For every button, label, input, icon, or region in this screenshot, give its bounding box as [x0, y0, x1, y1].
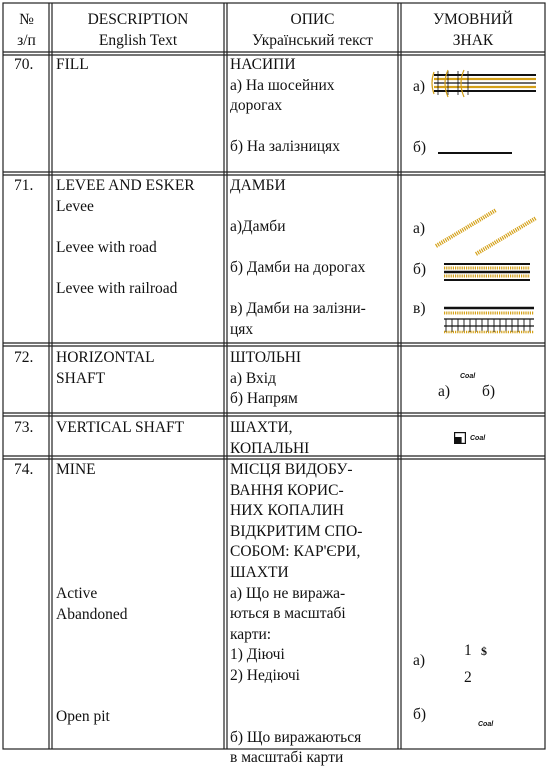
row-70-num: 70.: [14, 56, 34, 73]
row-74-ua-line: ВІДКРИТИМ СПО-: [230, 522, 363, 540]
row-74-ua-line: в масштабі карти: [230, 749, 344, 767]
row-70-ua: [230, 55, 340, 158]
row-74-dollar-symbol: $: [481, 644, 487, 658]
row-74-ua-line: а) Що не виража-: [230, 584, 346, 602]
row-72-sign-b-label: б): [482, 383, 496, 400]
header-opys: [228, 10, 397, 51]
row-72-coal-label: Coal: [460, 373, 476, 380]
row-73-coal-label: Coal: [470, 435, 486, 442]
row-74-ua-line: карти:: [230, 625, 272, 643]
row-74-sign-a-label: а): [413, 652, 426, 669]
row-70-ua-line: а) На шосейних: [230, 76, 335, 94]
row-72-ua-line: ШТОЛЬНІ: [230, 349, 302, 366]
row-71-ua-line: а)Дамби: [230, 218, 286, 235]
row-72-en: [56, 348, 155, 389]
header-description: [53, 10, 223, 51]
row-74-ua-line: ються в масштабі: [230, 605, 346, 623]
row-72-ua-line: б) Напрям: [230, 390, 298, 407]
row-73-num: 73.: [14, 419, 34, 436]
row-74-ua-line: б) Що виражаються: [230, 728, 362, 746]
row-74-ua-line: 1) Діючі: [230, 646, 285, 664]
levee-road-icon: [444, 264, 530, 280]
row-74-sign-b-label: б): [413, 706, 427, 723]
row-74-sign-2: 2: [464, 669, 472, 686]
row-73-en: VERTICAL SHAFT: [56, 419, 185, 436]
row-72-ua-line: а) Вхід: [230, 369, 276, 387]
row-74-sign-1: 1: [464, 642, 472, 659]
row-71-sign-c-label: в): [413, 300, 426, 317]
row-71-ua-line: в) Дамби на залізни-: [230, 300, 366, 317]
row-74-ua-line: 2) Недіючі: [230, 666, 300, 684]
row-70-ua-line: [230, 117, 340, 138]
row-71-ua-line: [230, 279, 366, 300]
row-70-ua-line: дорогах: [230, 97, 283, 114]
row-73-ua-line: ШАХТИ,: [230, 419, 293, 436]
header-opys-line1: ОПИС: [290, 11, 335, 28]
row-72-en-line: HORIZONTAL: [56, 349, 155, 366]
row-74-ua: [230, 460, 362, 769]
row-70-ua-line: НАСИПИ: [230, 56, 296, 73]
row-74-ua-line: [230, 687, 362, 708]
row-70-sign-b-label: б): [413, 139, 427, 156]
row-71-ua-line: [230, 197, 366, 218]
row-71-en-line: Levee: [56, 197, 94, 215]
row-71-en-line: Levee with railroad: [56, 279, 178, 297]
row-74-num: 74.: [14, 461, 34, 478]
row-71-num: 71.: [14, 177, 34, 194]
header-num: [5, 10, 48, 51]
header-opys-line2: Український текст: [252, 31, 373, 49]
row-74-ua-line: ШАХТИ: [230, 563, 289, 581]
row-71-en: [56, 176, 195, 299]
header-sign-line1: УМОВНИЙ: [433, 11, 513, 28]
row-74-ua-line: НИХ КОПАЛИН: [230, 502, 344, 520]
row-71-ua-line: б) Дамби на дорогах: [230, 259, 366, 276]
row-71-en-line: Levee with road: [56, 238, 157, 256]
row-74-ua-line: МІСЦЯ ВИДОБУ-: [230, 461, 353, 478]
row-74-ua-line: [230, 707, 362, 728]
row-74-en-active-abandoned: [56, 584, 127, 625]
row-74-coal-label: Coal: [478, 721, 494, 728]
fill-symbol-icon: [426, 65, 541, 155]
header-sign: [402, 10, 544, 51]
row-70-en: FILL: [56, 56, 89, 73]
header-description-line2: English Text: [98, 31, 178, 49]
row-71-en-line: LEVEE AND ESKER: [56, 177, 195, 194]
row-74-en-line: Active: [56, 585, 98, 602]
fill-road-icon: [432, 70, 536, 97]
row-71-ua-line: [230, 238, 366, 259]
row-70-ua-line: б) На залізницях: [230, 138, 340, 155]
row-72-ua: [230, 348, 301, 410]
row-72-num: 72.: [14, 349, 34, 366]
row-71-en-line: [56, 258, 195, 279]
row-74-en-line: Abandoned: [56, 605, 128, 623]
row-71-sign-b-label: б): [413, 261, 427, 278]
row-74-ua-line: СОБОМ: КАР'ЄРИ,: [230, 543, 361, 561]
row-71-en-line: [56, 217, 195, 238]
row-71-ua-line: цях: [230, 320, 254, 338]
levee-railroad-icon: [444, 308, 534, 332]
row-72-sign-a-label: а): [438, 383, 451, 400]
header-num-line1: №: [19, 11, 34, 28]
row-71-ua-line: ДАМБИ: [230, 177, 286, 194]
row-73-ua: [230, 418, 309, 459]
row-71-sign-a-label: а): [413, 220, 426, 237]
levee-icon: [436, 210, 536, 254]
levee-symbol-icon: [430, 202, 542, 337]
header-description-line1: DESCRIPTION: [87, 11, 189, 28]
header-sign-line2: ЗНАК: [452, 31, 494, 49]
row-70-sign-a-label: а): [413, 78, 426, 95]
row-73-ua-line: КОПАЛЬНІ: [230, 439, 310, 457]
row-71-ua: [230, 176, 366, 340]
vertical-shaft-icon: [454, 432, 466, 444]
row-72-en-line: SHAFT: [56, 369, 106, 387]
row-74-en-open-pit: Open pit: [56, 708, 110, 725]
row-74-en-mine: MINE: [56, 461, 96, 478]
row-74-ua-line: ВАННЯ КОРИС-: [230, 481, 344, 499]
header-num-line2: з/п: [17, 31, 36, 49]
